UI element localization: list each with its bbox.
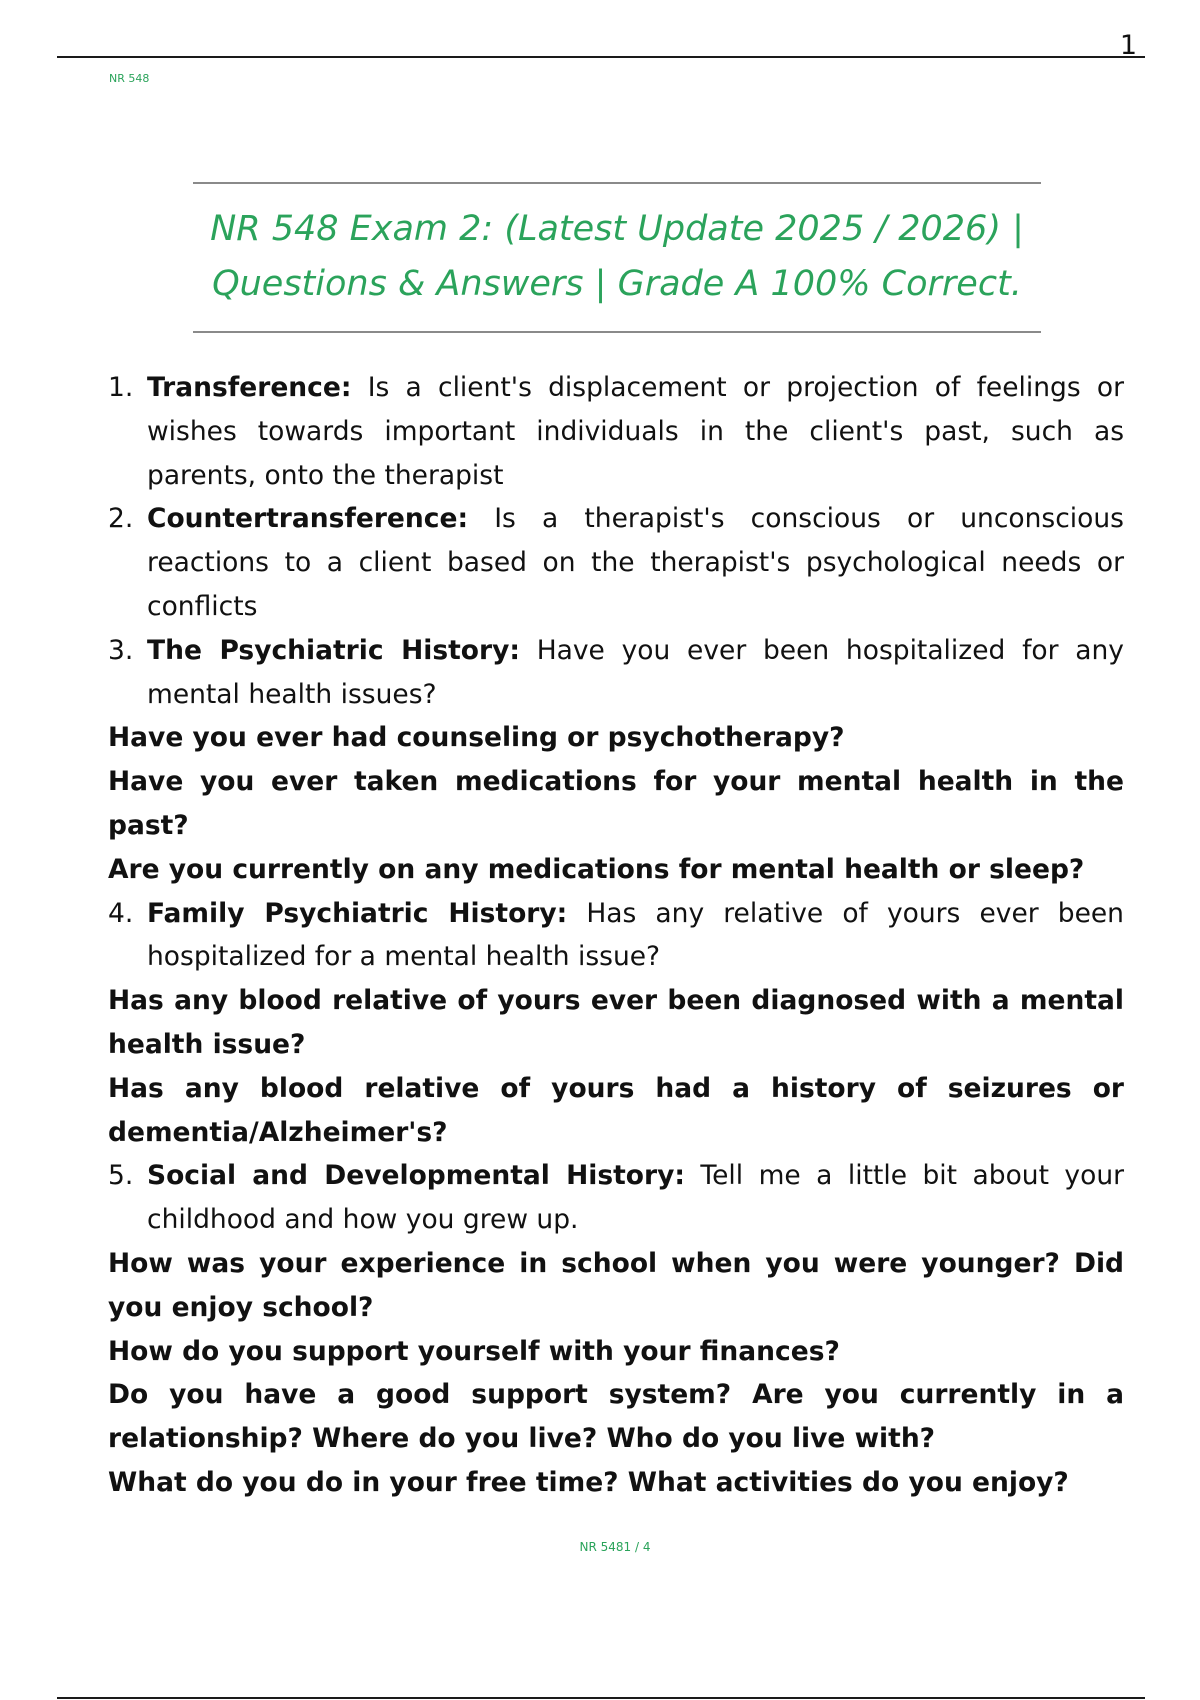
item-definition: Is a client's displacement or projection of feelings or wishes towards important individuals in the client's past, such as parents, onto the therapist (147, 372, 1124, 491)
item-definition: Have you ever been hospitalized for any mental health issues? (147, 634, 1124, 710)
item-number: 5. (108, 1160, 134, 1192)
page-number: 1 (1119, 30, 1137, 61)
title-line-2: Questions & Answers | Grade A 100% Correct. (212, 264, 1022, 304)
question: How was your experience in school when you were younger? Did you enjoy school? (108, 1247, 1124, 1323)
list-item-family-psychiatric-history (108, 892, 1124, 980)
list-item-psychiatric-history (108, 629, 1124, 717)
title-line-1: NR 548 Exam 2: (Latest Update 2025 / 2026) | (210, 209, 1024, 249)
question: How do you support yourself with your finances? (108, 1335, 840, 1367)
item-number: 1. (108, 372, 134, 403)
item-number: 4. (108, 897, 134, 929)
question: Are you currently on any medications for mental health or sleep? (108, 853, 1085, 885)
title-rule-top (193, 182, 1041, 184)
question: What do you do in your free time? What activities do you enjoy? (108, 1466, 1069, 1498)
footer-label: NR 5481 / 4 (579, 1540, 651, 1554)
question: Has any blood relative of yours ever been diagnosed with a mental health issue? (108, 985, 1124, 1060)
list-item-social-developmental-history (108, 1154, 1124, 1242)
item-definition: Tell me a little bit about your childhood and how you grew up. (147, 1160, 1125, 1236)
item-definition: Is a therapist's conscious or unconscious reactions to a client based on the therapist's psychological needs or conflicts (147, 503, 1124, 622)
footer-rule (57, 1697, 1145, 1699)
item-term: Countertransference: (147, 503, 469, 535)
qa-content (108, 366, 1124, 1505)
question: Do you have a good support system? Are you currently in a relationship? Where do you live? Who do you live with? (108, 1379, 1124, 1455)
item-term: Family Psychiatric History: (147, 897, 568, 929)
list-item-transference (108, 366, 1124, 497)
header-rule (57, 56, 1145, 58)
title-rule-bottom (193, 331, 1041, 333)
question: Has any blood relative of yours had a history of seizures or dementia/Alzheimer's? (108, 1072, 1124, 1148)
question: Have you ever had counseling or psychotherapy? (108, 722, 845, 754)
question: Have you ever taken medications for your mental health in the past? (108, 766, 1124, 841)
item-definition: Has any relative of yours ever been hospitalized for a mental health issue? (147, 897, 1124, 973)
item-number: 3. (108, 634, 134, 666)
item-term: Social and Developmental History: (147, 1160, 685, 1192)
header-label: NR 548 (109, 72, 150, 85)
document-title (193, 202, 1041, 312)
list-item-countertransference (108, 497, 1124, 628)
item-term: Transference: (147, 372, 352, 403)
item-number: 2. (108, 503, 134, 535)
item-term: The Psychiatric History: (147, 634, 520, 666)
